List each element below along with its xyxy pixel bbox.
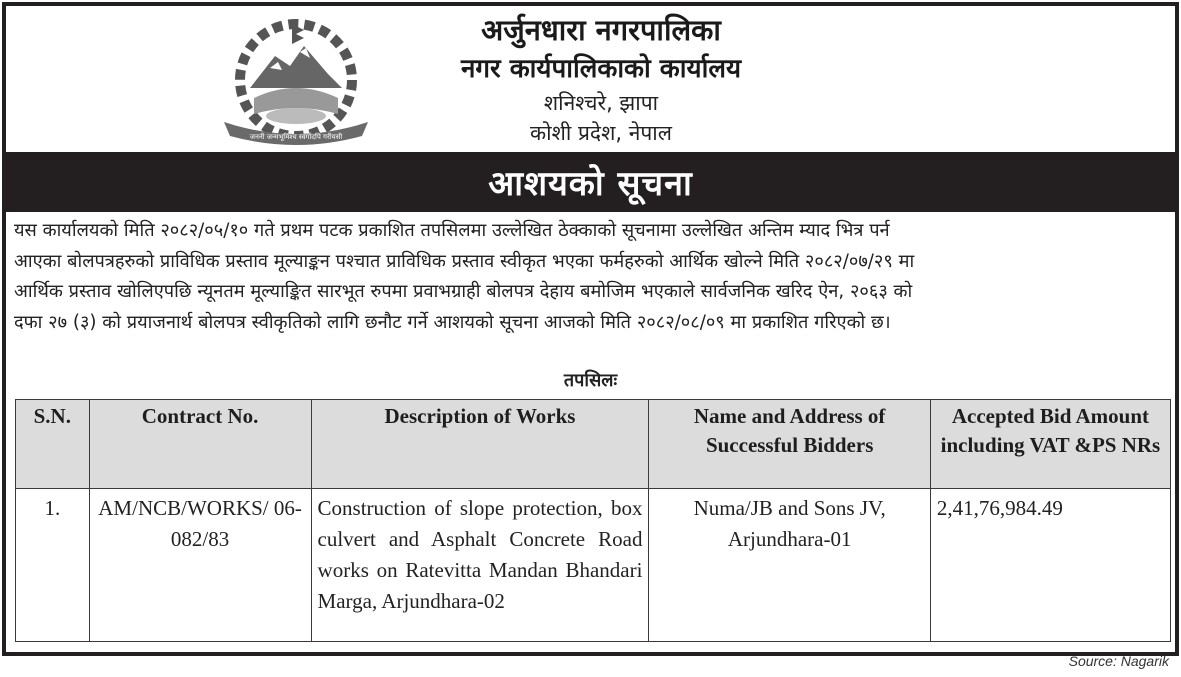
municipality-name: अर्जुनधारा नगरपालिका: [481, 13, 721, 47]
bid-table: [15, 399, 1171, 642]
source-credit: Source: Nagarik: [1068, 653, 1169, 669]
header-bidder: Name and Address of Successful Bidders: [649, 400, 930, 489]
notice-body: [14, 216, 1170, 338]
cell-bidder: Numa/JB and Sons JV, Arjundhara-01: [649, 489, 930, 642]
office-name: नगर कार्यपालिकाको कार्यालय: [460, 54, 742, 84]
header-contract-no: Contract No.: [89, 400, 311, 489]
svg-text:जननी जन्मभूमिश्च स्वर्गादपि गर: जननी जन्मभूमिश्च स्वर्गादपि गरीयसी: [249, 133, 343, 141]
notice-frame: [2, 2, 1179, 656]
notice-header: [6, 6, 1175, 152]
cell-amount: 2,41,76,984.49: [930, 489, 1170, 642]
table-row: [16, 489, 1171, 642]
body-line: दफा २७ (३) को प्रयाजनार्थ बोलपत्र स्वीकृतिको लागि छनौट गर्ने आशयको सूचना आजको मिति २०८२/०८/०९ मा प्रकाशित गरिएको छ।: [14, 311, 891, 333]
cell-sn: 1.: [16, 489, 90, 642]
notice-banner: [6, 152, 1175, 212]
body-line: यस कार्यालयको मिति २०८२/०५/१० गते प्रथम पटक प्रकाशित तपसिलमा उल्लेखित ठेक्काको सूचनामा उल्लेखित अन्तिम म्याद भित्र पर्न: [14, 220, 890, 241]
office-heading: [366, 10, 836, 148]
header-sn: S.N.: [16, 400, 90, 489]
schedule-label: तपसिलः: [563, 370, 618, 391]
table-header-row: [16, 400, 1171, 489]
nepal-government-emblem-icon: [220, 18, 372, 148]
office-province: कोशी प्रदेश, नेपाल: [530, 121, 672, 145]
header-amount: Accepted Bid Amount including VAT &PS NRs: [930, 400, 1170, 489]
body-line: आर्थिक प्रस्ताव खोलिएपछि न्यूनतम मूल्याङ्कित सारभूत रुपमा प्रवाभग्राही बोलपत्र देहाय बमोजिम भएकाले सार्वजनिक खरिद ऐन, २०६३ को: [14, 281, 913, 302]
notice-title: आशयको सूचना: [488, 164, 693, 204]
header-description: Description of Works: [311, 400, 649, 489]
office-location: शनिश्चरे, झापा: [543, 91, 659, 115]
cell-description: Construction of slope protection, box culvert and Asphalt Concrete Road works on Ratevitta Mandan Bhandari Marga, Arjundhara-02: [311, 489, 649, 642]
body-line: आएका बोलपत्रहरुको प्राविधिक प्रस्ताव मूल्याङ्कन पश्चात प्राविधिक प्रस्ताव स्वीकृत भएका फर्महरुको आर्थिक खोल्ने मिति २०८२/०७/२९ मा: [14, 250, 915, 272]
cell-contract-no: AM/NCB/WORKS/ 06-082/83: [89, 489, 311, 642]
